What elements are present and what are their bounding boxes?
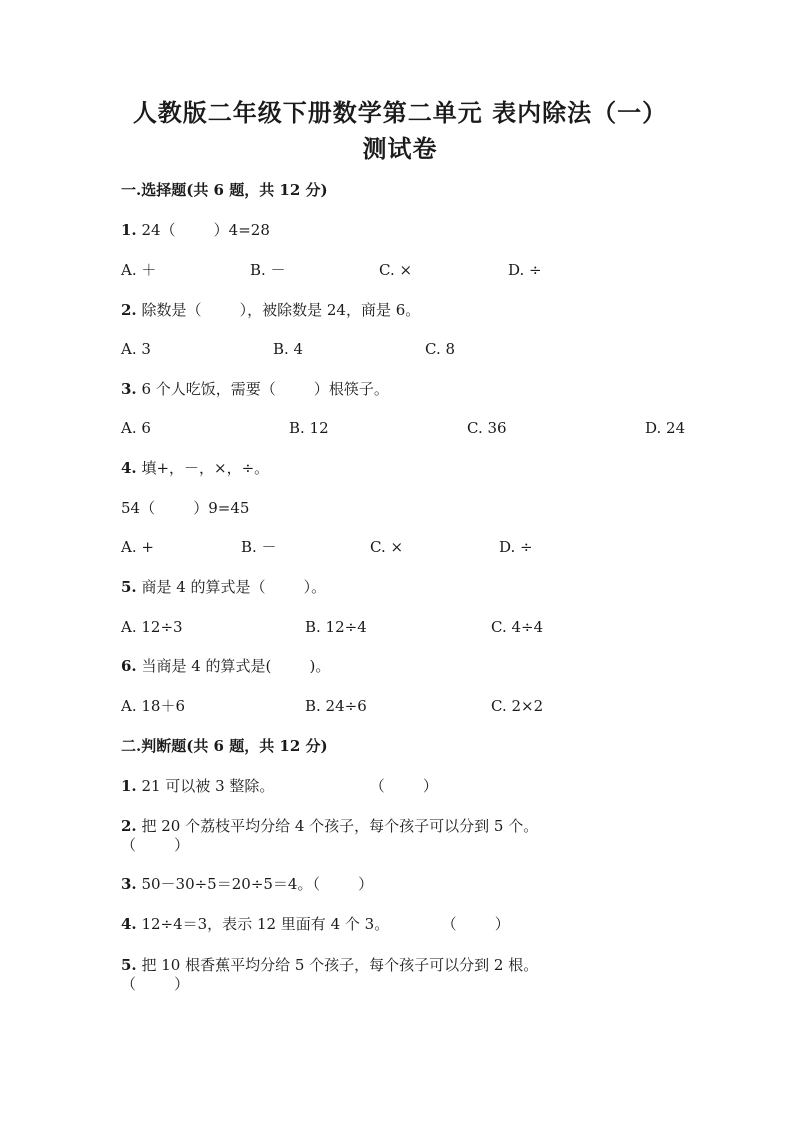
question-6	[121, 656, 330, 676]
judgement-5	[121, 955, 538, 975]
question-4-expression: 54（ ）9=45	[121, 499, 250, 517]
section-heading-true-false: 二.判断题(共 6 题，共 12 分)	[121, 737, 328, 755]
option-a: A. 12÷3	[121, 618, 183, 636]
question-text: 12÷4＝3，表示 12 里面有 4 个 3。 （ ）	[136, 915, 510, 933]
question-number: 4.	[121, 915, 137, 933]
option-b: B. 4	[273, 340, 304, 358]
judgement-3	[121, 874, 373, 894]
option-c: C. 4÷4	[491, 618, 544, 636]
question-text: 除数是（ ），被除数是 24，商是 6。	[136, 301, 421, 319]
question-number: 1.	[121, 777, 137, 795]
question-text: 商是 4 的算式是（ ）。	[136, 578, 327, 596]
option-d: D. ÷	[499, 538, 533, 556]
question-text: 50－30÷5＝20÷5＝4。（ ）	[136, 875, 374, 893]
option-b: B. 12÷4	[305, 618, 367, 636]
option-d: D. ÷	[508, 261, 542, 279]
question-2	[121, 300, 420, 320]
paper-title-line-1: 人教版二年级下册数学第二单元 表内除法（一）	[132, 98, 668, 127]
judgement-4	[121, 914, 510, 934]
question-number: 2.	[121, 301, 137, 319]
question-text: 当商是 4 的算式是( )。	[136, 657, 331, 675]
option-b: B. －	[241, 538, 277, 556]
question-number: 3.	[121, 380, 137, 398]
answer-blank: （ ）	[121, 836, 190, 854]
question-5	[121, 577, 326, 597]
option-d: D. 24	[645, 419, 686, 437]
option-b: B. －	[250, 261, 286, 279]
section-heading-multiple-choice: 一.选择题(共 6 题，共 12 分)	[121, 181, 328, 199]
option-c: C. 36	[467, 419, 507, 437]
option-a: A. 18＋6	[121, 697, 185, 715]
judgement-1	[121, 776, 438, 796]
answer-blank: （ ）	[121, 975, 190, 993]
question-number: 1.	[121, 221, 137, 239]
option-c: C. ×	[379, 261, 413, 279]
judgement-2	[121, 816, 538, 836]
question-number: 6.	[121, 657, 137, 675]
question-text: 填+，－，×，÷。	[136, 459, 270, 477]
question-text: 把 10 根香蕉平均分给 5 个孩子，每个孩子可以分到 2 根。	[136, 956, 539, 974]
question-text: 6 个人吃饭，需要（ ）根筷子。	[136, 380, 389, 398]
question-1	[121, 220, 270, 240]
option-a: A. 6	[121, 419, 151, 437]
question-4	[121, 458, 269, 478]
question-number: 3.	[121, 875, 137, 893]
option-b: B. 12	[289, 419, 329, 437]
question-text: 把 20 个荔枝平均分给 4 个孩子，每个孩子可以分到 5 个。	[136, 817, 539, 835]
option-a: A. 3	[121, 340, 151, 358]
question-number: 5.	[121, 956, 137, 974]
question-number: 2.	[121, 817, 137, 835]
option-a: A. ＋	[121, 261, 157, 279]
question-number: 5.	[121, 578, 137, 596]
option-a: A. +	[121, 538, 154, 556]
option-c: C. 2×2	[491, 697, 544, 715]
option-c: C. 8	[425, 340, 456, 358]
option-b: B. 24÷6	[305, 697, 367, 715]
question-text: 21 可以被 3 整除。 （ ）	[136, 777, 438, 795]
question-number: 4.	[121, 459, 137, 477]
question-3	[121, 379, 389, 399]
paper-title-line-2: 测试卷	[362, 134, 438, 163]
option-c: C. ×	[370, 538, 404, 556]
question-text: 24（ ）4=28	[136, 221, 270, 239]
